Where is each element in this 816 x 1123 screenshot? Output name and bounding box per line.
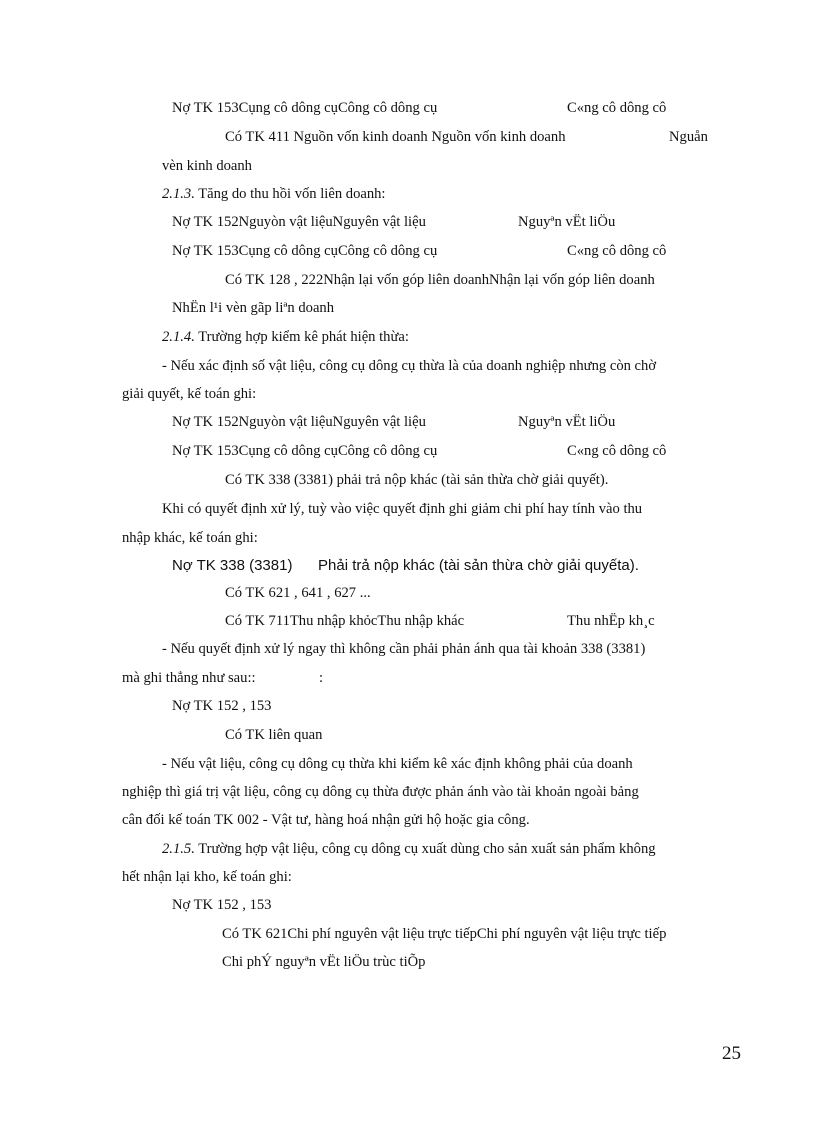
entry-text-alt: C«ng cô dông cô (567, 443, 667, 459)
section-heading (162, 185, 386, 203)
entry-text: Có TK 411 Nguồn vốn kinh doanh Nguồn vốn kinh doanh (225, 129, 566, 145)
entry-line (172, 413, 616, 431)
entry-line (225, 128, 708, 146)
entry-line (172, 442, 667, 460)
entry-text-alt: Nguån (669, 129, 708, 145)
text-line: Có TK 621 , 641 , 627 ... (225, 585, 371, 601)
entry-text: Nợ TK 152Nguyòn vật liệuNguyên vật liệu (172, 414, 426, 430)
text-line: Có TK 621Chi phí nguyên vật liệu trực tiếpChi phí nguyên vật liệu trực tiếp (222, 926, 667, 942)
entry-text: Nợ TK 153Cụng cô dông cụCông cô dông cụ (172, 100, 438, 116)
entry-text-alt: C«ng cô dông cô (567, 243, 667, 259)
text-line: Chi phÝ nguyªn vËt liÖu trùc tiÕp (222, 954, 426, 970)
text-line: nghiệp thì giá trị vật liệu, công cụ dông cụ thừa được phản ánh vào tài khoản ngoài bảng (122, 784, 639, 800)
text-line: Nợ TK 152 , 153 (172, 698, 272, 714)
entry-line (172, 213, 616, 231)
entry-line (122, 669, 324, 687)
section-number: 2.1.5. (162, 841, 195, 857)
entry-line (172, 557, 639, 575)
section-number: 2.1.3. (162, 186, 195, 202)
entry-text-alt: C«ng cô dông cô (567, 100, 667, 116)
text-line: Có TK 128 , 222Nhận lại vốn góp liên doanhNhận lại vốn góp liên doanh (225, 272, 655, 288)
section-heading (162, 840, 656, 858)
text-line: hết nhận lại kho, kế toán ghi: (122, 869, 292, 885)
text-line: cân đối kế toán TK 002 - Vật tư, hàng hoá nhận gửi hộ hoặc gia công. (122, 812, 530, 828)
page-number: 25 (722, 1043, 741, 1064)
text-line: - Nếu quyết định xử lý ngay thì không cần phải phản ánh qua tài khoản 338 (3381) (162, 641, 646, 657)
section-heading (162, 328, 409, 346)
text-line: Khi có quyết định xử lý, tuỳ vào việc quyết định ghi giảm chi phí hay tính vào thu (162, 501, 643, 517)
text-line: NhËn l¹i vèn gãp liªn doanh (172, 300, 335, 316)
entry-text: Nợ TK 152Nguyòn vật liệuNguyên vật liệu (172, 214, 426, 230)
text-line: - Nếu vật liệu, công cụ dông cụ thừa khi kiểm kê xác định không phải của doanh (162, 756, 633, 772)
text-line: nhập khác, kế toán ghi: (122, 530, 258, 546)
entry-text: mà ghi thẳng như sau:: (122, 670, 256, 686)
entry-text: Nợ TK 153Cụng cô dông cụCông cô dông cụ (172, 243, 438, 259)
entry-text-alt: Nguyªn vËt liÖu (518, 214, 616, 230)
entry-text-alt: Phải trả nộp khác (tài sản thừa chờ giải quyếta). (318, 557, 639, 574)
section-title: Trường hợp vật liệu, công cụ dông cụ xuất dùng cho sản xuất sản phẩm không (194, 841, 656, 857)
section-number: 2.1.4. (162, 329, 195, 345)
text-line: Nợ TK 152 , 153 (172, 897, 272, 913)
entry-text: Có TK 711Thu nhập khỏcThu nhập khác (225, 613, 465, 629)
entry-text-alt: Thu nhËp kh¸c (567, 613, 655, 629)
entry-line (225, 612, 655, 630)
text-line: vèn kinh doanh (162, 158, 252, 174)
section-title: Tăng do thu hồi vốn liên doanh: (194, 186, 386, 202)
section-title: Trường hợp kiểm kê phát hiện thừa: (194, 329, 409, 345)
text-line: Có TK 338 (3381) phải trả nộp khác (tài sản thừa chờ giải quyết). (225, 472, 609, 488)
entry-text: Nợ TK 338 (3381) (172, 557, 293, 574)
entry-line (172, 242, 667, 260)
text-line: Có TK liên quan (225, 727, 323, 743)
text-line: - Nếu xác định số vật liệu, công cụ dông cụ thừa là của doanh nghiệp nhưng còn chờ (162, 358, 657, 374)
entry-text: Nợ TK 153Cụng cô dông cụCông cô dông cụ (172, 443, 438, 459)
entry-text-alt: Nguyªn vËt liÖu (518, 414, 616, 430)
text-line: giải quyết, kế toán ghi: (122, 386, 257, 402)
entry-text-alt: : (319, 670, 324, 686)
entry-line (172, 99, 667, 117)
